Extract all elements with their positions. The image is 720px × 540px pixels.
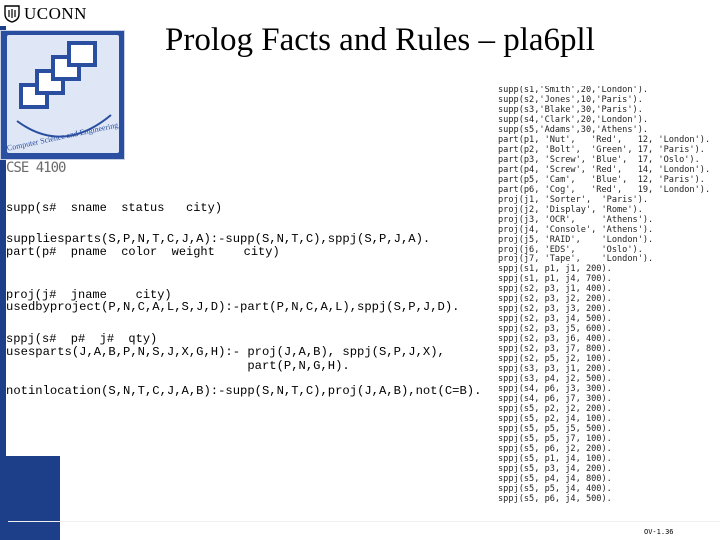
- schema-supp: supp(s# sname status city): [6, 201, 223, 215]
- rule-notinlocation: notinlocation(S,N,T,C,J,A,B):-supp(S,N,T,C),proj(J,A,B),not(C=B).: [6, 384, 482, 398]
- fact-line: supp(s5,'Adams',30,'Athens').: [498, 124, 649, 135]
- fact-line: sppj(s2, p3, j4, 500).: [498, 314, 612, 325]
- fact-line: part(p2, 'Bolt', 'Green', 17, 'Paris').: [498, 144, 705, 155]
- fact-line: supp(s1,'Smith',20,'London').: [498, 86, 649, 95]
- fact-line: sppj(s5, p6, j4, 500).: [498, 493, 612, 504]
- svg-text:Computer Science and Engineeri: Computer Science and Engineering: [7, 120, 119, 153]
- schema-proj: proj(j# jname city): [6, 288, 172, 302]
- fact-line: sppj(s5, p5, j4, 400).: [498, 483, 612, 494]
- fact-line: sppj(s2, p3, j1, 400).: [498, 284, 612, 295]
- brand-name: UCONN: [24, 4, 87, 23]
- prolog-facts-listing: [498, 86, 720, 522]
- schema-part: part(p# pname color weight city): [6, 244, 280, 259]
- rule-usesparts: usesparts(J,A,B,P,N,S,J,X,G,H):- proj(J,A,B), sppj(S,P,J,X), part(P,N,G,H).: [6, 345, 445, 373]
- decorative-block: [0, 456, 60, 540]
- fact-line: sppj(s3, p3, j1, 200).: [498, 364, 612, 375]
- fact-line: sppj(s5, p3, j4, 200).: [498, 463, 612, 474]
- fact-line: sppj(s2, p3, j6, 400).: [498, 334, 612, 345]
- network-windows-icon: [7, 35, 119, 153]
- fact-line: proj(j5, 'RAID', 'London').: [498, 234, 654, 245]
- fact-line: sppj(s2, p3, j2, 200).: [498, 294, 612, 305]
- fact-line: sppj(s5, p2, j4, 100).: [498, 413, 612, 424]
- fact-line: proj(j7, 'Tape', 'London').: [498, 254, 654, 265]
- fact-line: sppj(s5, p5, j5, 500).: [498, 423, 612, 434]
- fact-line: sppj(s5, p1, j4, 100).: [498, 453, 612, 464]
- fact-line: proj(j3, 'OCR', 'Athens').: [498, 214, 654, 225]
- fact-line: part(p6, 'Cog', 'Red', 19, 'London').: [498, 184, 711, 195]
- department-badge: [0, 30, 125, 160]
- fact-line: sppj(s4, p6, j7, 300).: [498, 394, 612, 405]
- fact-line: sppj(s2, p3, j3, 200).: [498, 304, 612, 315]
- brand-logo: [4, 2, 87, 26]
- fact-line: proj(j4, 'Console', 'Athens').: [498, 224, 654, 235]
- fact-line: part(p4, 'Screw', 'Red', 14, 'London').: [498, 164, 711, 175]
- fact-line: part(p1, 'Nut', 'Red', 12, 'London').: [498, 134, 711, 145]
- fact-line: sppj(s3, p4, j2, 500).: [498, 374, 612, 385]
- fact-line: sppj(s2, p3, j7, 800).: [498, 344, 612, 355]
- fact-line: sppj(s5, p4, j4, 800).: [498, 473, 612, 484]
- slide-title: Prolog Facts and Rules – pla6pll: [165, 22, 595, 58]
- fact-line: sppj(s5, p2, j2, 200).: [498, 404, 612, 414]
- fact-line: proj(j1, 'Sorter', 'Paris').: [498, 194, 649, 205]
- fact-line: supp(s3,'Blake',30,'Paris').: [498, 104, 643, 115]
- university-seal-icon: [4, 5, 20, 23]
- course-code: CSE 4100: [6, 160, 66, 176]
- fact-line: proj(j6, 'EDS', 'Oslo').: [498, 244, 643, 255]
- rule-usedbyproject: usedbyproject(P,N,C,A,L,S,J,D):-part(P,N,C,A,L),sppj(S,P,J,D).: [6, 300, 460, 314]
- footer-divider: [8, 521, 720, 522]
- page-number: OV-1.36: [644, 528, 674, 536]
- relation-schemas: [6, 172, 280, 361]
- fact-line: supp(s2,'Jones',10,'Paris').: [498, 94, 643, 105]
- fact-line: supp(s4,'Clark',20,'London').: [498, 114, 649, 125]
- fact-line: sppj(s2, p3, j5, 600).: [498, 324, 612, 335]
- fact-line: sppj(s1, p1, j4, 700).: [498, 274, 612, 285]
- fact-line: sppj(s2, p5, j2, 100).: [498, 354, 612, 365]
- fact-line: part(p3, 'Screw', 'Blue', 17, 'Oslo').: [498, 154, 700, 165]
- fact-line: sppj(s5, p5, j7, 100).: [498, 433, 612, 444]
- fact-line: part(p5, 'Cam', 'Blue', 12, 'Paris').: [498, 174, 705, 185]
- fact-line: sppj(s4, p6, j3, 300).: [498, 384, 612, 395]
- fact-line: sppj(s5, p6, j2, 200).: [498, 443, 612, 454]
- schema-sppj: sppj(s# p# j# qty): [6, 331, 158, 346]
- fact-line: sppj(s1, p1, j1, 200).: [498, 264, 612, 275]
- rule-suppliesparts: suppliesparts(S,P,N,T,C,J,A):-supp(S,N,T,C),sppj(S,P,J,A).: [6, 232, 431, 246]
- fact-line: proj(j2, 'Display', 'Rome').: [498, 204, 643, 215]
